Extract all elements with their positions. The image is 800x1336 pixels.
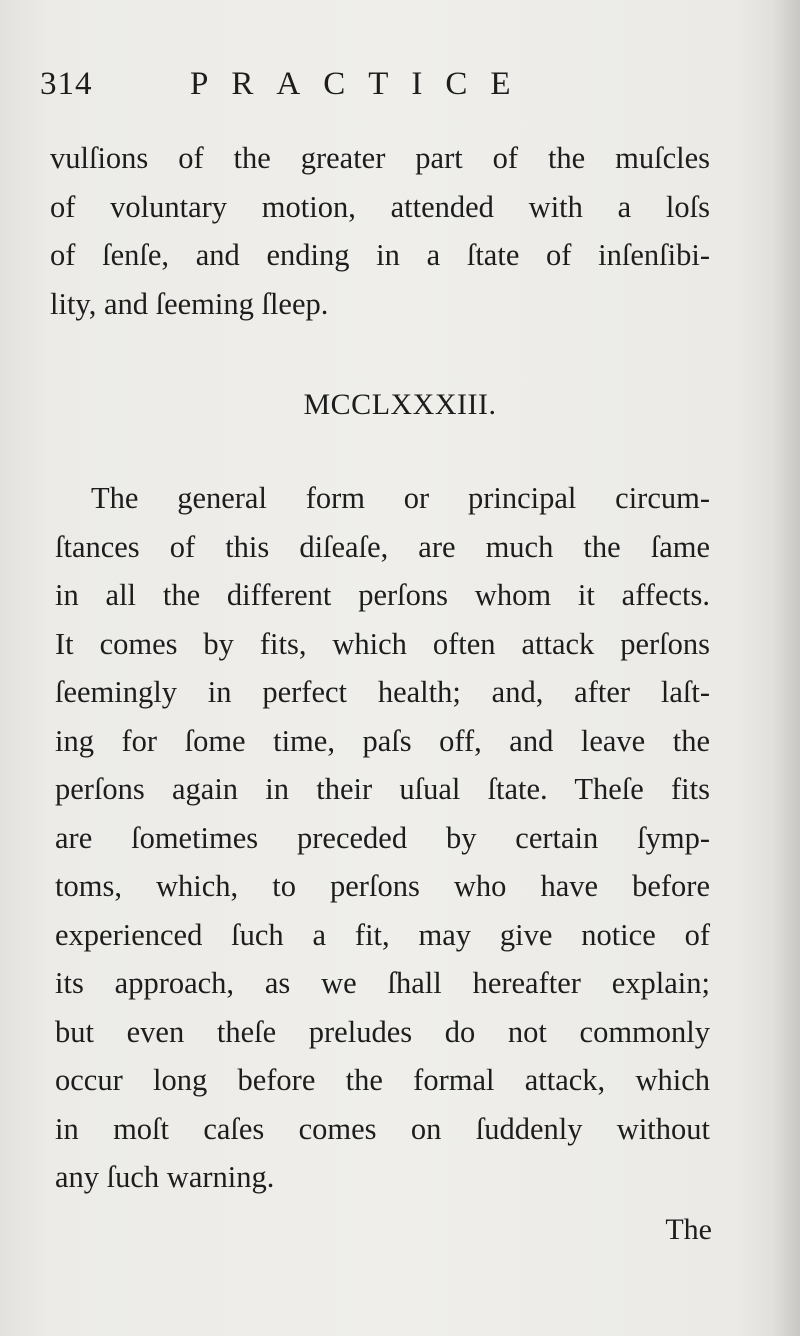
- paragraph-continued: [50, 134, 710, 328]
- page-number: 314: [40, 66, 93, 102]
- section-heading: MCCLXXXIII.: [303, 388, 497, 421]
- text-line: any ſuch warning.: [55, 1160, 275, 1194]
- catchword: The: [665, 1213, 712, 1246]
- text-line: of ſenſe, and ending in a ſtate of inſenſibi-: [50, 238, 710, 273]
- text-line: The general form or principal circum-: [91, 481, 710, 515]
- text-line: lity, and ſeeming ſleep.: [50, 286, 329, 321]
- text-line: ing for ſome time, paſs off, and leave the: [55, 723, 710, 758]
- text-line: It comes by fits, which often attack perſons: [55, 626, 710, 661]
- text-line: ſtances of this diſeaſe, are much the ſame: [55, 529, 710, 564]
- text-line: are ſometimes preceded by certain ſymp-: [55, 820, 710, 855]
- text-line: occur long before the formal attack, which: [55, 1063, 710, 1097]
- text-line: but even theſe preludes do not commonly: [55, 1014, 710, 1049]
- text-line: in all the different perſons whom it affects.: [55, 578, 710, 612]
- text-line: ſeemingly in perfect health; and, after laſt-: [55, 675, 710, 709]
- text-line: vulſions of the greater part of the muſcles: [50, 141, 710, 175]
- running-title: PRACTICE: [190, 66, 534, 102]
- text-line: in moſt caſes comes on ſuddenly without: [55, 1111, 710, 1146]
- text-line: its approach, as we ſhall hereafter explain;: [55, 966, 710, 1000]
- text-line: experienced ſuch a fit, may give notice of: [55, 917, 710, 952]
- text-line: of voluntary motion, attended with a loſs: [50, 189, 710, 224]
- paragraph-main: [55, 474, 710, 1202]
- text-line: toms, which, to perſons who have before: [55, 869, 710, 903]
- page-gutter-shadow: [772, 0, 800, 1336]
- text-line: perſons again in their uſual ſtate. Theſe fits: [55, 772, 710, 806]
- page-header: [40, 66, 740, 116]
